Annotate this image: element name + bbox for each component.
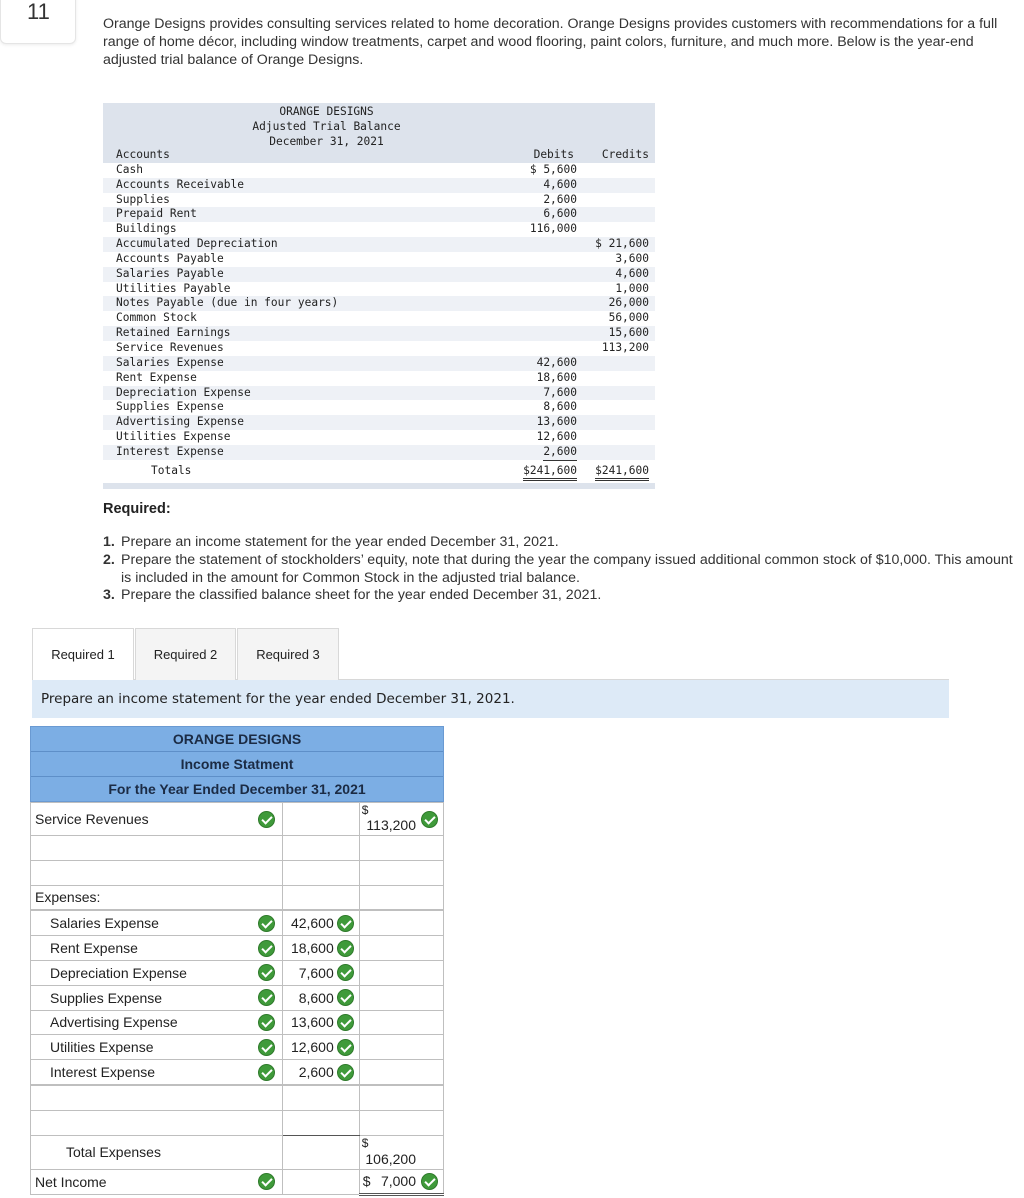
tb-debit: 4,600 [543, 177, 577, 191]
expense-row [31, 960, 444, 985]
expense-label: Advertising Expense [50, 1014, 178, 1031]
expenses-label-cell[interactable] [31, 885, 283, 910]
tab-required-2[interactable]: Required 2 [135, 628, 236, 682]
tb-credit: 1,000 [615, 281, 649, 295]
blank-amount-cell[interactable] [282, 1169, 359, 1195]
tb-debit: 6,600 [543, 207, 577, 221]
row-service-revenues [31, 803, 444, 836]
expense-row [31, 1060, 444, 1085]
tb-account: Notes Payable (due in four years) [116, 296, 339, 310]
expense-label: Interest Expense [50, 1064, 156, 1081]
blank-amount-cell[interactable] [359, 1035, 443, 1060]
trial-balance-row [103, 252, 655, 267]
blank-row [31, 1110, 444, 1135]
trial-balance-row [103, 430, 655, 445]
expense-account-select[interactable] [31, 936, 283, 961]
check-icon [258, 940, 275, 957]
blank-amount-cell[interactable] [359, 936, 443, 961]
net-income-input[interactable] [359, 1169, 443, 1195]
trial-balance-row [103, 326, 655, 341]
trial-balance-company: ORANGE DESIGNS [279, 105, 374, 118]
blank-amount-cell[interactable] [359, 960, 443, 985]
income-statement-header [30, 726, 444, 802]
trial-balance-title: Adjusted Trial Balance [252, 120, 401, 133]
tb-account: Prepaid Rent [116, 207, 197, 221]
tb-account: Accounts Receivable [116, 177, 244, 191]
check-icon [258, 811, 275, 828]
trial-balance-row [103, 296, 655, 311]
tb-account: Common Stock [116, 311, 197, 325]
service-revenues-select[interactable] [31, 803, 283, 836]
tb-account: Cash [116, 162, 143, 176]
question-number: 11 [27, 0, 50, 24]
service-revenues-input[interactable] [359, 803, 443, 836]
check-icon [337, 1014, 354, 1031]
check-icon [258, 915, 275, 932]
row-total-expenses [31, 1135, 444, 1169]
tb-account: Advertising Expense [116, 415, 244, 429]
trial-balance-row [103, 193, 655, 208]
blank-amount-cell[interactable] [282, 1085, 359, 1110]
expense-amount-input[interactable] [282, 960, 359, 985]
net-income-amount: 7,000 [380, 1173, 416, 1190]
tb-account: Supplies [116, 192, 170, 206]
col-credits: Credits [601, 148, 649, 161]
blank-amount-cell[interactable] [359, 985, 443, 1010]
tb-debit: 2,600 [543, 192, 577, 206]
tab-required-3[interactable]: Required 3 [237, 628, 339, 682]
total-expenses-label: Total Expenses [66, 1144, 161, 1161]
intro-paragraph: Orange Designs provides consulting services related to home decoration. Orange Designs provides customers with recommendations for a full range of home décor, including window treatments, carpet and wood flooring, paint colors, furniture, and much more. Below is the year-end adjusted trial balance of Orange Designs. [103, 16, 998, 68]
expense-account-select[interactable] [31, 1010, 283, 1035]
trial-balance-row [103, 371, 655, 386]
net-income-select[interactable] [31, 1169, 283, 1195]
tb-debit: 13,600 [536, 415, 577, 429]
tb-account: Service Revenues [116, 340, 224, 354]
expense-row [31, 985, 444, 1010]
check-icon [337, 964, 354, 981]
check-icon [337, 940, 354, 957]
dollar-sign: $ [361, 1135, 369, 1150]
trial-balance-header [103, 103, 655, 149]
trial-balance-row [103, 178, 655, 193]
trial-balance-row [103, 163, 655, 178]
check-icon [258, 989, 275, 1006]
trial-balance-rows [103, 163, 655, 460]
expense-amount: 13,600 [290, 1014, 334, 1031]
expense-label: Supplies Expense [50, 989, 163, 1006]
expense-amount: 12,600 [290, 1039, 334, 1056]
dollar-sign: $ [362, 1173, 371, 1190]
blank-row [31, 860, 444, 885]
trial-balance-row [103, 386, 655, 401]
trial-balance-row [103, 400, 655, 415]
tb-account: Rent Expense [116, 370, 197, 384]
expense-account-select[interactable] [31, 911, 283, 936]
blank-row [31, 1085, 444, 1110]
trial-balance-footer [103, 483, 655, 489]
trial-balance-row [103, 207, 655, 222]
trial-balance [103, 103, 655, 496]
expense-amount: 8,600 [298, 989, 334, 1006]
tb-account: Salaries Payable [116, 266, 224, 280]
trial-balance-totals [103, 460, 655, 482]
tb-credit: 3,600 [615, 251, 649, 265]
is-title: Income Statment [31, 752, 443, 777]
question-number-box [0, 0, 76, 44]
check-icon [258, 1064, 275, 1081]
totals-label: Totals [151, 463, 192, 477]
blank-amount-cell[interactable] [359, 860, 443, 885]
tab-required-1[interactable]: Required 1 [32, 628, 134, 683]
tb-credit: 15,600 [608, 326, 649, 340]
check-icon [337, 1039, 354, 1056]
expense-amount-input[interactable] [282, 1010, 359, 1035]
trial-balance-row [103, 311, 655, 326]
tb-account: Depreciation Expense [116, 385, 251, 399]
required-title: Required: [103, 501, 171, 517]
trial-balance-column-header [103, 148, 655, 163]
check-icon [337, 915, 354, 932]
blank-amount-cell[interactable] [359, 1010, 443, 1035]
check-icon [421, 811, 438, 828]
tb-debit: 42,600 [536, 355, 577, 369]
income-statement-table [30, 802, 444, 910]
expense-amount-input[interactable] [282, 1060, 359, 1085]
service-revenues-label: Service Revenues [35, 811, 149, 827]
expense-amount-input[interactable] [282, 1035, 359, 1060]
tb-account: Buildings [116, 222, 177, 236]
blank-label-cell[interactable] [31, 1085, 283, 1110]
expense-amount-input[interactable] [282, 936, 359, 961]
expense-account-select[interactable] [31, 960, 283, 985]
blank-amount-cell[interactable] [282, 885, 359, 910]
trial-balance-row [103, 341, 655, 356]
col-accounts: Accounts [116, 148, 170, 161]
expense-amount-input[interactable] [282, 911, 359, 936]
instruction-text: Prepare an income statement for the year ended December 31, 2021. [41, 691, 515, 707]
total-credits: $241,600 [595, 463, 649, 481]
required-item: 1. Prepare an income statement for the year ended December 31, 2021. [103, 534, 559, 550]
expense-amount: 2,600 [298, 1064, 334, 1081]
blank-label-cell[interactable] [31, 836, 283, 861]
expense-amount: 7,600 [298, 964, 334, 981]
tb-credit: 4,600 [615, 266, 649, 280]
trial-balance-row [103, 415, 655, 430]
trial-balance-row [103, 445, 655, 460]
expense-rows [30, 910, 444, 1085]
tb-debit: 18,600 [536, 370, 577, 384]
trial-balance-date: December 31, 2021 [269, 135, 384, 148]
is-company: ORANGE DESIGNS [31, 727, 443, 752]
blank-label-cell[interactable] [31, 860, 283, 885]
expense-row [31, 1010, 444, 1035]
check-icon [258, 1173, 275, 1190]
blank-amount-cell[interactable] [359, 911, 443, 936]
service-revenues-amount: 113,200 [366, 817, 416, 833]
tb-account: Accounts Payable [116, 251, 224, 265]
expense-amount: 42,600 [290, 915, 334, 932]
blank-amount-cell[interactable] [282, 860, 359, 885]
instruction-bar [32, 680, 949, 718]
required-item: 2. Prepare the statement of stockholders’ equity, note that during the year the company issued additional common stock of $10,000. This amount is included in the amount for Common Stock in the adjusted trial balance. [103, 551, 1013, 586]
blank-amount-cell[interactable] [282, 1110, 359, 1135]
tb-account: Interest Expense [116, 444, 224, 458]
expense-account-select[interactable] [31, 1035, 283, 1060]
tb-debit: $ 5,600 [529, 162, 577, 176]
tb-credit: 113,200 [601, 340, 649, 354]
col-debits: Debits [533, 148, 574, 161]
tb-debit: 12,600 [536, 430, 577, 444]
expenses-label: Expenses: [35, 889, 101, 906]
total-expenses-label-cell[interactable] [31, 1135, 283, 1169]
trial-balance-row [103, 356, 655, 371]
tb-debit: 2,600 [543, 445, 577, 461]
required-item: 3. Prepare the classified balance sheet for the year ended December 31, 2021. [103, 587, 602, 604]
blank-amount-cell[interactable] [359, 1060, 443, 1085]
income-statement-bottom [30, 1085, 444, 1196]
trial-balance-row [103, 237, 655, 252]
check-icon [258, 964, 275, 981]
blank-row [31, 836, 444, 861]
expense-row [31, 911, 444, 936]
total-debits: $241,600 [523, 463, 577, 481]
tb-debit: 7,600 [543, 385, 577, 399]
tb-debit: 8,600 [543, 400, 577, 414]
blank-amount-cell[interactable] [359, 885, 443, 910]
tb-account: Utilities Expense [116, 430, 231, 444]
tb-credit: 26,000 [608, 296, 649, 310]
income-statement [30, 726, 444, 1196]
tb-account: Salaries Expense [116, 355, 224, 369]
expense-account-select[interactable] [31, 1060, 283, 1085]
expense-label: Utilities Expense [50, 1039, 154, 1056]
trial-balance-row [103, 222, 655, 237]
blank-amount-cell[interactable] [282, 803, 359, 836]
row-net-income [31, 1169, 444, 1195]
required-list [103, 534, 1013, 605]
blank-label-cell[interactable] [31, 1110, 283, 1135]
total-expenses-amount: 106,200 [365, 1150, 416, 1167]
total-expenses-input[interactable] [359, 1135, 443, 1169]
expense-amount: 18,600 [290, 940, 334, 957]
tb-account: Supplies Expense [116, 400, 224, 414]
row-expenses-header [31, 885, 444, 910]
tb-account: Accumulated Depreciation [116, 237, 278, 251]
net-income-label: Net Income [35, 1173, 107, 1190]
tb-account: Utilities Payable [116, 281, 231, 295]
expense-account-select[interactable] [31, 985, 283, 1010]
blank-amount-cell[interactable] [359, 836, 443, 861]
expense-label: Salaries Expense [50, 915, 159, 932]
expense-label: Depreciation Expense [50, 964, 187, 981]
expense-amount-input[interactable] [282, 985, 359, 1010]
check-icon [258, 1039, 275, 1056]
trial-balance-row [103, 267, 655, 282]
dollar-sign: $ [361, 803, 369, 817]
expense-row [31, 1035, 444, 1060]
expense-label: Rent Expense [50, 940, 138, 957]
check-icon [258, 1014, 275, 1031]
expense-row [31, 936, 444, 961]
tb-credit: 56,000 [608, 311, 649, 325]
check-icon [421, 1173, 438, 1190]
blank-amount-cell[interactable] [359, 1085, 443, 1110]
blank-amount-cell[interactable] [282, 1135, 359, 1169]
blank-amount-cell[interactable] [359, 1110, 443, 1135]
trial-balance-row [103, 282, 655, 297]
check-icon [337, 1064, 354, 1081]
tb-debit: 116,000 [529, 222, 577, 236]
is-period: For the Year Ended December 31, 2021 [108, 781, 366, 797]
blank-amount-cell[interactable] [282, 836, 359, 861]
check-icon [337, 989, 354, 1006]
tb-account: Retained Earnings [116, 326, 231, 340]
tb-credit: $ 21,600 [595, 237, 649, 251]
